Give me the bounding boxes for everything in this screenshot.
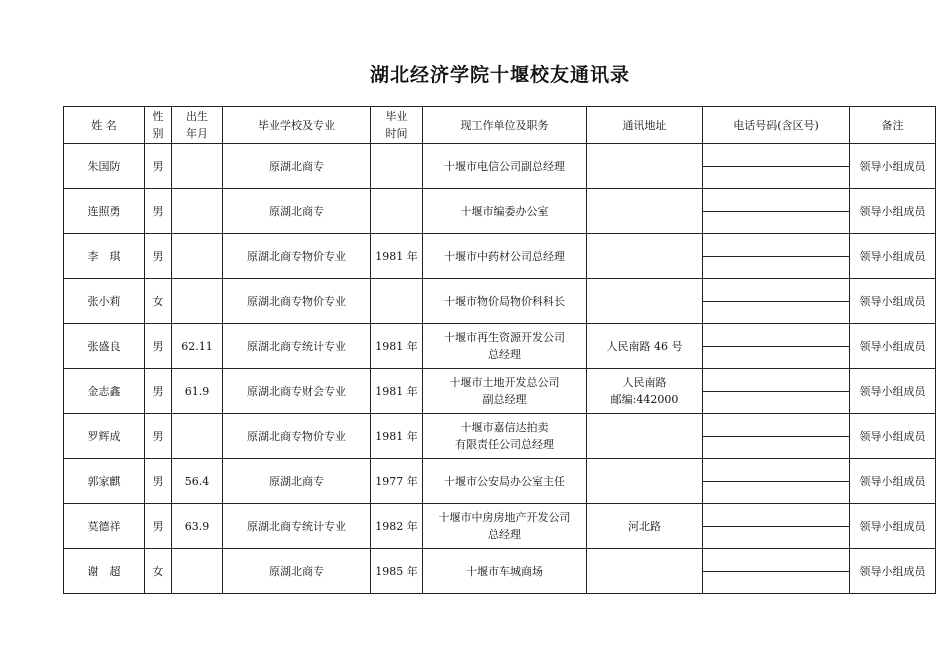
cell-remark: 领导小组成员 — [850, 234, 936, 279]
cell-gender: 女 — [145, 549, 172, 594]
phone-divider — [703, 166, 849, 167]
phone-divider — [703, 526, 849, 527]
cell-gender: 男 — [145, 369, 172, 414]
cell-name: 金志鑫 — [64, 369, 145, 414]
phone-divider — [703, 391, 849, 392]
phone-divider — [703, 346, 849, 347]
cell-phone — [703, 234, 850, 279]
cell-school-major: 原湖北商专 — [223, 459, 371, 504]
cell-work-position: 十堰市物价局物价科科长 — [423, 279, 587, 324]
cell-name: 莫德祥 — [64, 504, 145, 549]
cell-work-position: 十堰市中房房地产开发公司 总经理 — [423, 504, 587, 549]
cell-grad-time: 1981 年 — [371, 234, 423, 279]
phone-divider — [703, 211, 849, 212]
cell-gender: 男 — [145, 324, 172, 369]
cell-birth: 63.9 — [172, 504, 223, 549]
table-row — [64, 549, 936, 594]
cell-grad-time — [371, 189, 423, 234]
cell-address: 人民南路 邮编:442000 — [587, 369, 703, 414]
cell-address — [587, 279, 703, 324]
cell-address: 河北路 — [587, 504, 703, 549]
cell-gender: 男 — [145, 459, 172, 504]
cell-address — [587, 414, 703, 459]
cell-birth — [172, 234, 223, 279]
cell-remark: 领导小组成员 — [850, 504, 936, 549]
document-title: 湖北经济学院十堰校友通讯录 — [369, 64, 630, 86]
cell-name: 郭家麒 — [64, 459, 145, 504]
cell-address — [587, 459, 703, 504]
table-row — [64, 504, 936, 549]
table-row — [64, 369, 936, 414]
cell-school-major: 原湖北商专 — [223, 189, 371, 234]
cell-phone — [703, 504, 850, 549]
cell-grad-time — [371, 279, 423, 324]
cell-remark: 领导小组成员 — [850, 324, 936, 369]
cell-remark: 领导小组成员 — [850, 279, 936, 324]
cell-name: 张盛良 — [64, 324, 145, 369]
table-row — [64, 324, 936, 369]
cell-address: 人民南路 46 号 — [587, 324, 703, 369]
header-row — [64, 107, 936, 144]
cell-work-position: 十堰市电信公司副总经理 — [423, 144, 587, 189]
header-work-position: 现工作单位及职务 — [423, 107, 587, 144]
cell-school-major: 原湖北商专 — [223, 144, 371, 189]
cell-birth — [172, 549, 223, 594]
cell-phone — [703, 459, 850, 504]
cell-work-position: 十堰市嘉信达拍卖 有限责任公司总经理 — [423, 414, 587, 459]
table-row — [64, 144, 936, 189]
alumni-table — [63, 106, 936, 594]
table-row — [64, 279, 936, 324]
cell-phone — [703, 144, 850, 189]
cell-grad-time: 1981 年 — [371, 324, 423, 369]
cell-work-position: 十堰市再生资源开发公司 总经理 — [423, 324, 587, 369]
cell-remark: 领导小组成员 — [850, 414, 936, 459]
cell-address — [587, 549, 703, 594]
cell-birth: 61.9 — [172, 369, 223, 414]
cell-grad-time: 1981 年 — [371, 369, 423, 414]
cell-birth — [172, 279, 223, 324]
cell-birth — [172, 144, 223, 189]
cell-address — [587, 189, 703, 234]
cell-birth — [172, 189, 223, 234]
header-address: 通讯地址 — [587, 107, 703, 144]
cell-gender: 男 — [145, 144, 172, 189]
header-school-major: 毕业学校及专业 — [223, 107, 371, 144]
cell-name: 朱国防 — [64, 144, 145, 189]
cell-birth: 56.4 — [172, 459, 223, 504]
cell-school-major: 原湖北商专物价专业 — [223, 279, 371, 324]
cell-gender: 男 — [145, 189, 172, 234]
cell-gender: 男 — [145, 504, 172, 549]
cell-school-major: 原湖北商专财会专业 — [223, 369, 371, 414]
phone-divider — [703, 571, 849, 572]
cell-grad-time — [371, 144, 423, 189]
cell-name: 谢 超 — [64, 549, 145, 594]
cell-grad-time: 1985 年 — [371, 549, 423, 594]
table-row — [64, 414, 936, 459]
cell-name: 李 琪 — [64, 234, 145, 279]
cell-school-major: 原湖北商专 — [223, 549, 371, 594]
cell-work-position: 十堰市中药材公司总经理 — [423, 234, 587, 279]
cell-phone — [703, 279, 850, 324]
cell-gender: 女 — [145, 279, 172, 324]
phone-divider — [703, 256, 849, 257]
cell-work-position: 十堰市车城商场 — [423, 549, 587, 594]
cell-phone — [703, 414, 850, 459]
cell-name: 罗辉成 — [64, 414, 145, 459]
cell-birth: 62.11 — [172, 324, 223, 369]
cell-school-major: 原湖北商专物价专业 — [223, 414, 371, 459]
header-remark: 备注 — [850, 107, 936, 144]
phone-divider — [703, 301, 849, 302]
table-row — [64, 189, 936, 234]
cell-address — [587, 234, 703, 279]
cell-gender: 男 — [145, 414, 172, 459]
cell-work-position: 十堰市土地开发总公司 副总经理 — [423, 369, 587, 414]
cell-work-position: 十堰市公安局办公室主任 — [423, 459, 587, 504]
cell-phone — [703, 324, 850, 369]
cell-name: 张小莉 — [64, 279, 145, 324]
header-phone: 电话号码(含区号) — [703, 107, 850, 144]
header-birth: 出生 年月 — [172, 107, 223, 144]
phone-divider — [703, 436, 849, 437]
header-grad-time: 毕业 时间 — [371, 107, 423, 144]
cell-grad-time: 1977 年 — [371, 459, 423, 504]
table-row — [64, 234, 936, 279]
cell-remark: 领导小组成员 — [850, 459, 936, 504]
cell-phone — [703, 549, 850, 594]
cell-remark: 领导小组成员 — [850, 549, 936, 594]
cell-remark: 领导小组成员 — [850, 144, 936, 189]
cell-work-position: 十堰市编委办公室 — [423, 189, 587, 234]
cell-school-major: 原湖北商专统计专业 — [223, 504, 371, 549]
table-row — [64, 459, 936, 504]
cell-name: 连照勇 — [64, 189, 145, 234]
cell-birth — [172, 414, 223, 459]
cell-phone — [703, 369, 850, 414]
cell-remark: 领导小组成员 — [850, 369, 936, 414]
phone-divider — [703, 481, 849, 482]
cell-school-major: 原湖北商专统计专业 — [223, 324, 371, 369]
header-gender: 性 别 — [145, 107, 172, 144]
cell-grad-time: 1981 年 — [371, 414, 423, 459]
cell-school-major: 原湖北商专物价专业 — [223, 234, 371, 279]
cell-remark: 领导小组成员 — [850, 189, 936, 234]
cell-grad-time: 1982 年 — [371, 504, 423, 549]
cell-address — [587, 144, 703, 189]
cell-gender: 男 — [145, 234, 172, 279]
cell-phone — [703, 189, 850, 234]
header-name: 姓 名 — [64, 107, 145, 144]
